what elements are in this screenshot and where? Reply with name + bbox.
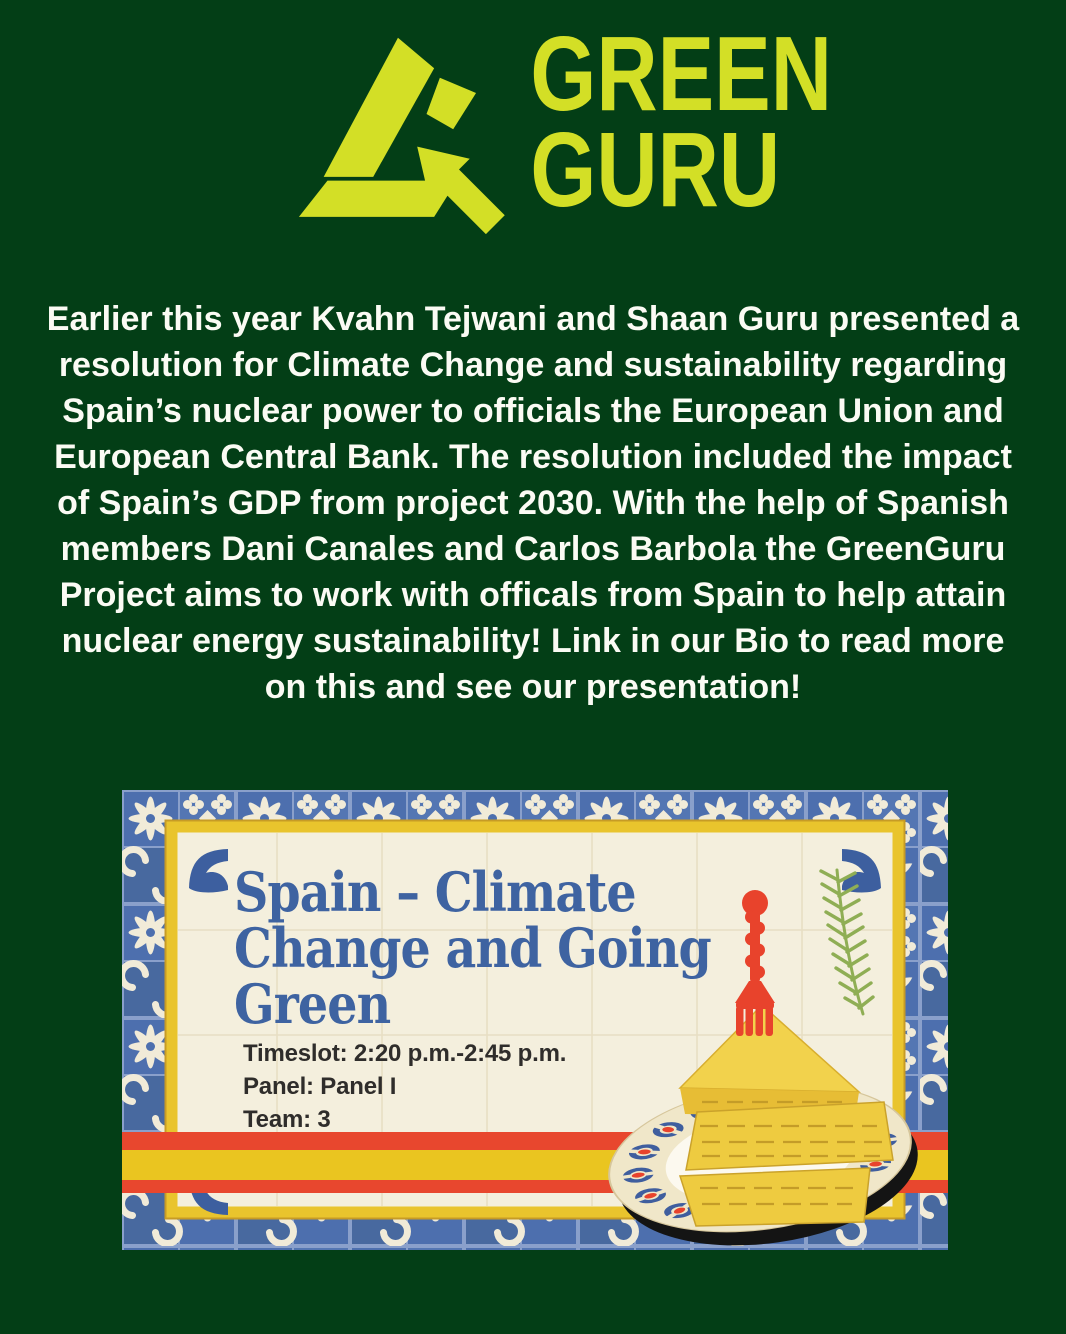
brand-header bbox=[0, 0, 1066, 260]
card-details bbox=[243, 1037, 566, 1136]
text-line: Green bbox=[234, 972, 391, 1036]
text-line: Spain – Climate bbox=[234, 860, 636, 924]
text-line: nuclear energy sustainability! Link in our Bio to read more bbox=[61, 622, 1005, 660]
presentation-card bbox=[122, 790, 948, 1250]
text-line: Spain’s nuclear power to officials the European Union and bbox=[62, 392, 1004, 430]
text-line: Change and Going bbox=[234, 916, 711, 980]
text-line: Project aims to work with officals from Spain to help attain bbox=[59, 576, 1007, 614]
text-line: members Dani Canales and Carlos Barbola the GreenGuru bbox=[60, 530, 1006, 568]
brand-name-line2: GURU bbox=[530, 111, 781, 229]
text-line: Timeslot: 2:20 p.m.-2:45 p.m. bbox=[243, 1040, 567, 1067]
text-line: of Spain’s GDP from project 2030. With the help of Spanish bbox=[57, 484, 1009, 522]
brand-name-line1: GREEN bbox=[530, 15, 832, 133]
brand-name bbox=[470, 15, 832, 229]
text-line: on this and see our presentation! bbox=[264, 668, 802, 706]
text-line: resolution for Climate Change and sustainability regarding bbox=[58, 346, 1008, 384]
announcement-text bbox=[0, 296, 1066, 710]
text-line: Panel: Panel I bbox=[243, 1073, 397, 1100]
card-title bbox=[234, 860, 711, 1036]
text-line: Team: 3 bbox=[243, 1106, 331, 1133]
text-line: Earlier this year Kvahn Tejwani and Shaan Guru presented a bbox=[46, 300, 1020, 338]
text-line: European Central Bank. The resolution included the impact bbox=[54, 438, 1012, 476]
